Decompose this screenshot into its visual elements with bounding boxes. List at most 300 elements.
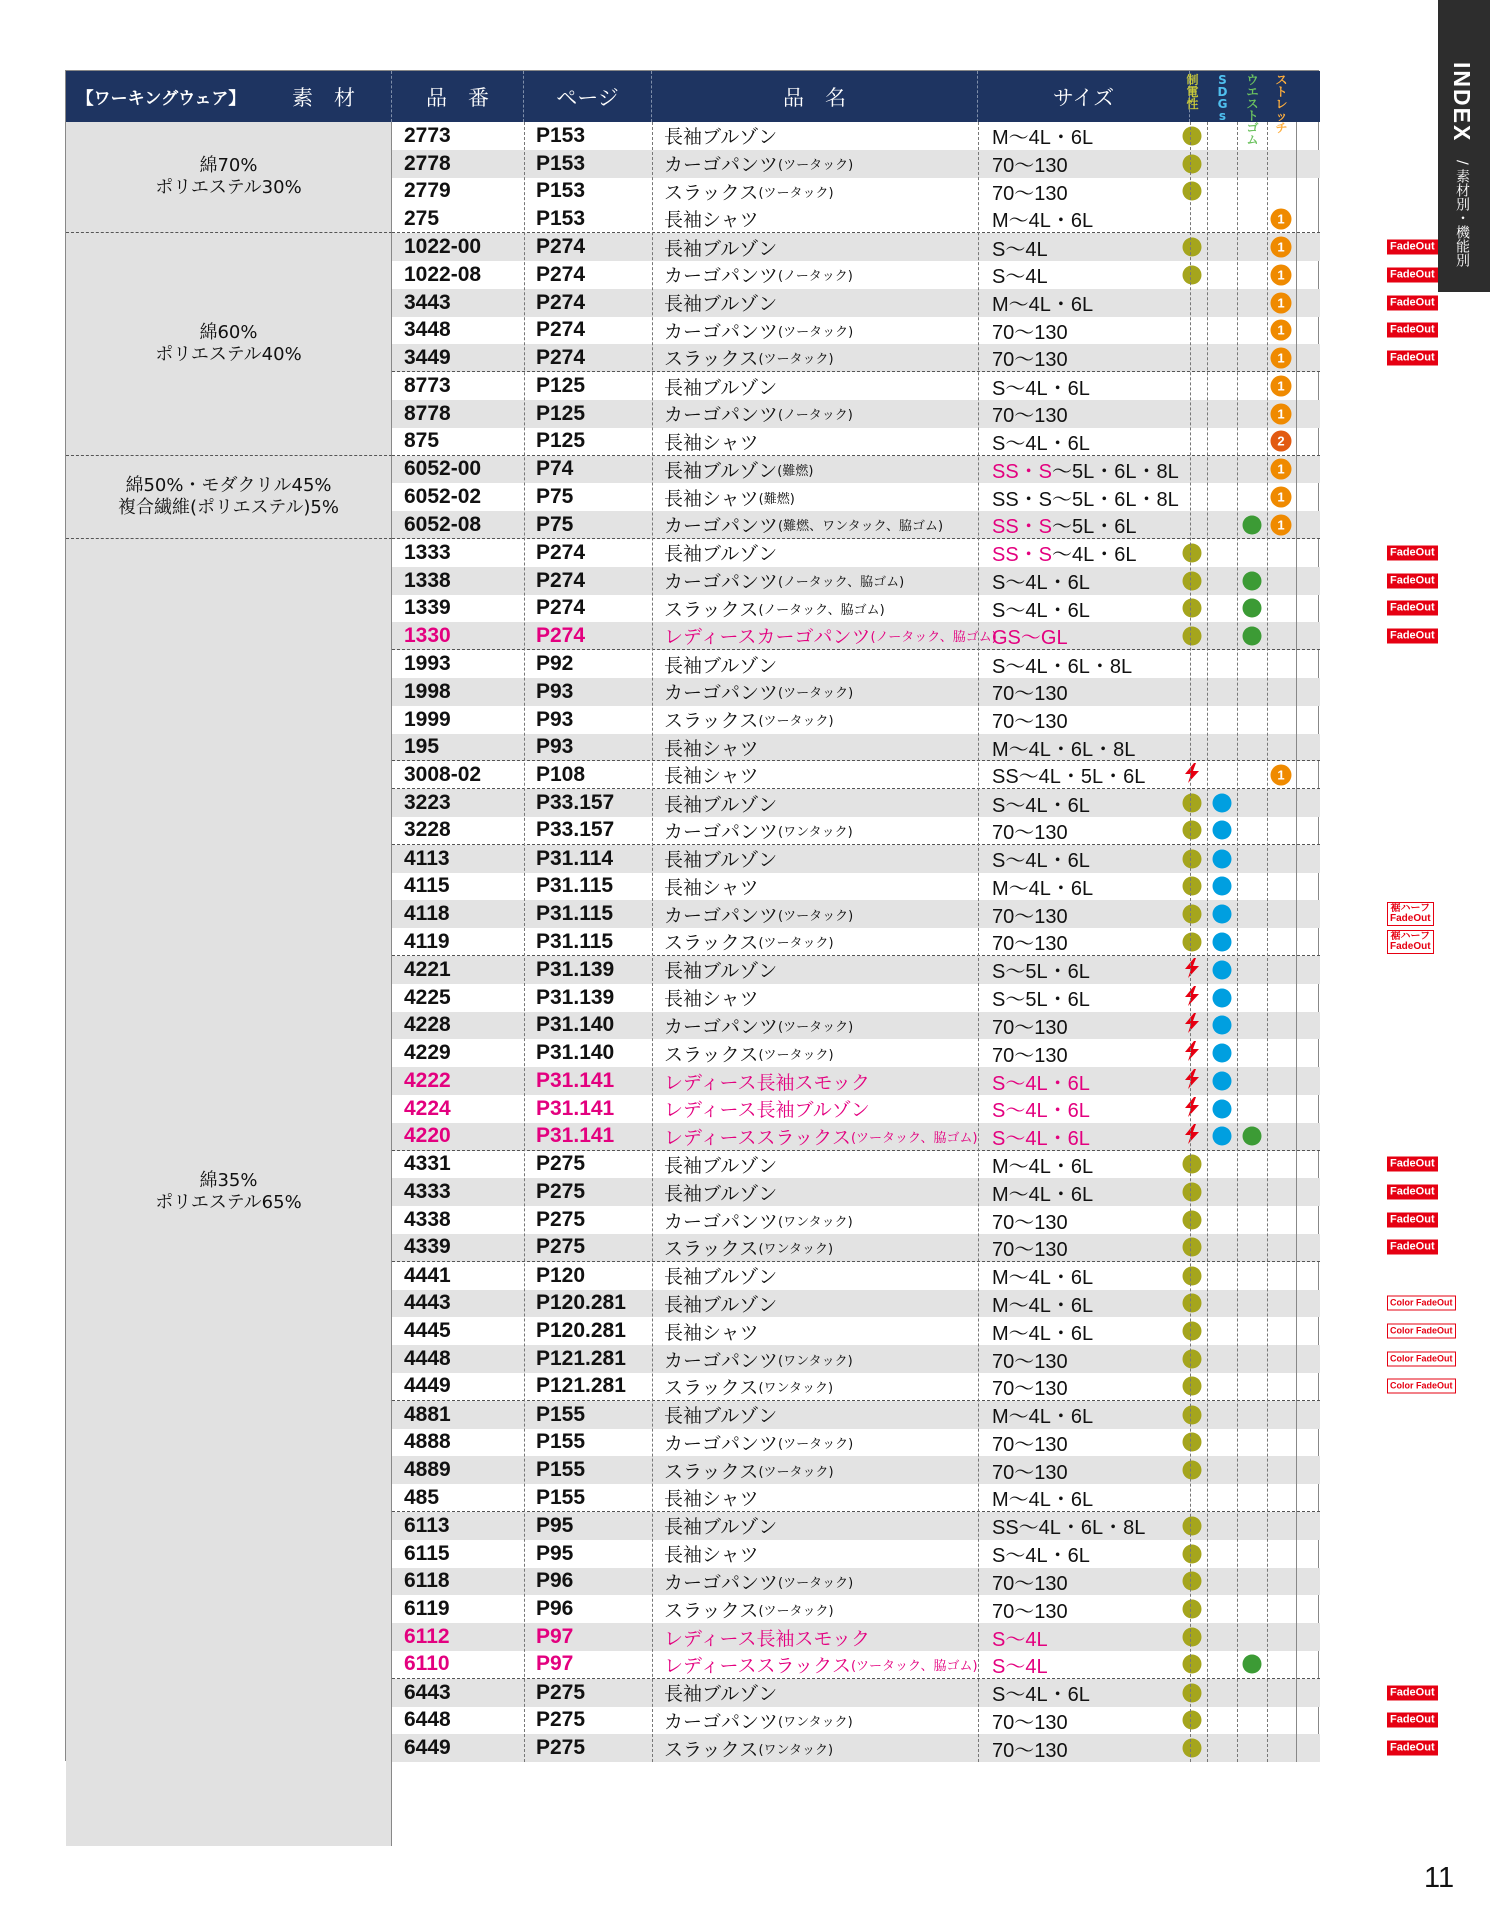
table-row[interactable] (392, 845, 1320, 873)
catalog-page: P120.281 (536, 1319, 626, 1343)
product-name-main: 長袖ブルゾン (664, 654, 778, 677)
table-row[interactable] (392, 1206, 1435, 1234)
sdgs-mark (1213, 1044, 1232, 1063)
product-code: 1993 (404, 652, 451, 676)
product-code: 875 (404, 429, 440, 453)
antistatic-mark (1183, 1711, 1202, 1730)
catalog-page: P153 (536, 179, 586, 203)
product-name-main: 長袖ブルゾン (664, 237, 778, 260)
product-name-main: カーゴパンツ (664, 1710, 779, 1733)
material-index-table (65, 70, 1453, 1762)
waist-rubber-mark (1243, 515, 1262, 534)
product-name (664, 1456, 984, 1484)
table-row[interactable] (392, 456, 1320, 484)
catalog-page: P95 (536, 1541, 574, 1565)
antistatic-mark (1183, 599, 1202, 618)
table-row[interactable] (392, 1623, 1320, 1651)
table-row[interactable] (392, 1290, 1453, 1318)
product-code: 2779 (404, 179, 451, 203)
antistatic-mark (1183, 1433, 1202, 1452)
product-name (664, 483, 984, 511)
product-name-main: 長袖シャツ (664, 765, 759, 788)
catalog-page: P275 (536, 1235, 586, 1259)
product-name-note: (ノータック、脇ゴム) (758, 602, 885, 618)
fadeout-badge: FadeOut (1387, 240, 1438, 255)
antistatic-mark (1183, 1211, 1202, 1230)
table-row[interactable] (392, 567, 1435, 595)
product-name-main: スラックス (664, 598, 759, 621)
product-name-main: 長袖ブルゾン (664, 376, 778, 399)
sdgs-mark (1213, 988, 1232, 1007)
antistatic-mark (1183, 849, 1202, 868)
product-name (664, 1512, 984, 1540)
antistatic-mark (1183, 932, 1202, 951)
product-name-main: 長袖シャツ (664, 1544, 759, 1567)
table-row[interactable] (392, 1373, 1453, 1401)
func-antistatic-label: 制 電 性 (1186, 73, 1199, 111)
size-range: S〜4L (992, 266, 1048, 289)
sdgs-mark (1213, 905, 1232, 924)
size-range: 70〜130 (992, 322, 1068, 344)
product-code: 6119 (404, 1597, 450, 1621)
product-name-main: カーゴパンツ (664, 154, 779, 177)
product-name-note: (ツータック、脇ゴム) (850, 1130, 978, 1146)
stretch-level-icon: 1 (1271, 403, 1292, 424)
table-row[interactable] (392, 1568, 1320, 1596)
stretch-level-icon: 1 (1271, 764, 1292, 785)
size-range: 70〜130 (992, 183, 1068, 205)
table-row[interactable] (392, 1679, 1435, 1707)
table-row[interactable] (392, 1345, 1453, 1373)
table-row[interactable] (392, 539, 1435, 567)
fadeout-badge: FadeOut (1387, 628, 1438, 643)
table-row[interactable] (392, 233, 1435, 261)
table-row[interactable] (392, 1512, 1320, 1540)
product-name (664, 1707, 984, 1735)
catalog-page: P155 (536, 1458, 586, 1482)
size-range: 70〜130 (992, 155, 1068, 178)
product-name-note: (ツータック) (778, 1575, 854, 1591)
table-row[interactable] (392, 1707, 1435, 1735)
product-code: 6118 (404, 1569, 450, 1593)
size-range: S〜4L・6L (992, 377, 1090, 400)
table-row[interactable] (392, 789, 1320, 817)
catalog-page: P274 (536, 318, 586, 342)
catalog-page: P93 (536, 707, 574, 731)
lightning-icon (1181, 1012, 1203, 1038)
antistatic-mark (1183, 1572, 1202, 1591)
table-row[interactable] (392, 1151, 1435, 1179)
material-line: 綿35% (199, 1170, 258, 1192)
column-divider (1207, 122, 1208, 1762)
product-name-note: (ノータック、脇ゴム) (778, 575, 905, 591)
size-range: 70〜130 (992, 1573, 1068, 1595)
table-row[interactable] (392, 1262, 1320, 1290)
size-range: SS・S〜5L・6L・8L (992, 488, 1179, 511)
waist-rubber-mark (1243, 599, 1262, 618)
product-name (664, 1039, 984, 1067)
column-divider (652, 122, 653, 1762)
size-range: M〜4L・6L (992, 127, 1094, 150)
table-row[interactable] (392, 817, 1320, 845)
product-code: 4339 (404, 1235, 451, 1259)
catalog-page: P31.141 (536, 1069, 615, 1093)
table-row[interactable] (392, 622, 1435, 650)
product-code: 6113 (404, 1513, 450, 1537)
product-name (664, 1679, 984, 1707)
product-name-main: 長袖シャツ (664, 1321, 759, 1344)
catalog-page: P75 (536, 512, 574, 536)
product-name-main: カーゴパンツ (664, 1432, 779, 1455)
table-row[interactable] (392, 205, 1320, 233)
antistatic-mark (1183, 154, 1202, 173)
antistatic-mark (1183, 1322, 1202, 1341)
product-name (664, 539, 984, 567)
fadeout-badge: 裾ハーフ FadeOut (1387, 930, 1434, 954)
size-highlight: SS・S (992, 516, 1053, 539)
table-row[interactable] (392, 178, 1320, 206)
stretch-level-icon: 1 (1271, 320, 1292, 341)
fadeout-badge: FadeOut (1387, 1685, 1438, 1700)
antistatic-mark (1183, 1377, 1202, 1396)
table-row[interactable] (392, 122, 1320, 150)
product-name (664, 1484, 984, 1511)
product-name (664, 650, 984, 678)
product-code: 4889 (404, 1458, 451, 1482)
product-code: 275 (404, 206, 440, 230)
product-code: 1338 (404, 568, 451, 592)
product-name-main: カーゴパンツ (664, 515, 779, 538)
product-code: 4118 (404, 902, 450, 926)
product-code: 4449 (404, 1374, 451, 1398)
antistatic-mark (1183, 1183, 1202, 1202)
product-name (664, 1206, 984, 1234)
product-name (664, 567, 984, 595)
stretch-level-icon: 1 (1271, 208, 1292, 229)
product-name (664, 428, 984, 455)
table-row[interactable] (392, 650, 1320, 678)
catalog-page: P274 (536, 345, 586, 369)
product-code: 6112 (404, 1625, 450, 1649)
size-range: 70〜130 (992, 1600, 1068, 1623)
table-row[interactable] (392, 511, 1320, 539)
table-row[interactable] (392, 1484, 1320, 1512)
table-row[interactable] (392, 984, 1320, 1012)
catalog-page: P155 (536, 1485, 586, 1509)
material-cell (66, 122, 392, 233)
table-row[interactable] (392, 1456, 1320, 1484)
size-highlight: SS・S (992, 461, 1053, 483)
size-range: S〜4L (992, 1628, 1048, 1651)
fadeout-badge: FadeOut (1387, 295, 1438, 310)
table-row[interactable] (392, 317, 1435, 345)
product-name-note: (ツータック) (778, 686, 854, 702)
stretch-level-icon: 1 (1271, 514, 1292, 535)
table-edge (1296, 122, 1297, 1762)
product-name (664, 400, 984, 428)
fadeout-badge: Color FadeOut (1387, 1379, 1456, 1394)
product-code: 4220 (404, 1124, 451, 1148)
table-row[interactable] (392, 1039, 1320, 1067)
table-row[interactable] (392, 1401, 1320, 1429)
size-range: GS〜GL (992, 627, 1068, 650)
size-rest: 〜5L・6L・8L (1052, 461, 1179, 483)
product-name-note: (ツータック) (778, 158, 854, 174)
product-name (664, 622, 997, 649)
material-cell (66, 233, 392, 455)
product-name-main: レディーススラックス (664, 1126, 851, 1149)
product-name-main: スラックス (664, 181, 759, 204)
size-range: M〜4L・6L (992, 210, 1094, 233)
catalog-page: P155 (536, 1402, 586, 1426)
sdgs-mark (1213, 877, 1232, 896)
product-code: 6443 (404, 1680, 451, 1704)
product-name (664, 845, 984, 873)
table-row[interactable] (392, 873, 1320, 901)
product-code: 4225 (404, 985, 451, 1009)
index-tab-title: INDEX (1449, 62, 1475, 143)
table-row[interactable] (392, 483, 1320, 511)
product-name-main: 長袖シャツ (664, 209, 759, 232)
column-divider (978, 122, 979, 1762)
size-range: M〜4L・6L (992, 1183, 1094, 1206)
product-code: 6110 (404, 1652, 450, 1676)
antistatic-mark (1183, 571, 1202, 590)
catalog-page: P275 (536, 1208, 586, 1232)
size-range: 70〜130 (992, 1434, 1068, 1456)
antistatic-mark (1183, 1516, 1202, 1535)
product-name (664, 1373, 984, 1400)
antistatic-mark (1183, 1655, 1202, 1674)
product-name (664, 1178, 984, 1206)
catalog-page: P33.157 (536, 818, 615, 842)
product-code: 6052-00 (404, 457, 482, 481)
table-row[interactable] (392, 150, 1320, 178)
table-row[interactable] (392, 372, 1320, 400)
product-name-main: カーゴパンツ (664, 320, 779, 343)
fadeout-badge: FadeOut (1387, 1741, 1438, 1756)
table-row[interactable] (392, 1095, 1320, 1123)
table-row[interactable] (392, 261, 1435, 289)
size-range: 70〜130 (992, 711, 1068, 734)
antistatic-mark (1183, 1628, 1202, 1647)
antistatic-mark (1183, 1739, 1202, 1758)
sdgs-mark (1213, 1099, 1232, 1118)
product-name (664, 1290, 984, 1318)
catalog-page: P275 (536, 1736, 586, 1760)
catalog-page: P275 (536, 1708, 586, 1732)
table-row[interactable] (392, 1067, 1320, 1095)
product-name (664, 289, 984, 317)
catalog-page: P274 (536, 596, 586, 620)
product-name (664, 1623, 984, 1651)
size-range: S〜4L・6L (992, 850, 1090, 873)
product-name-note: (ツータック) (778, 1436, 854, 1452)
catalog-page: P93 (536, 734, 574, 758)
catalog-page: P31.115 (536, 874, 614, 898)
product-name-main: 長袖ブルゾン (664, 126, 778, 149)
table-row[interactable] (392, 900, 1431, 928)
product-name-main: カーゴパンツ (664, 404, 779, 427)
table-row[interactable] (392, 1429, 1320, 1457)
product-name (664, 1595, 984, 1623)
table-row[interactable] (392, 400, 1320, 428)
antistatic-mark (1183, 1350, 1202, 1369)
table-row[interactable] (392, 1540, 1320, 1568)
product-name-main: レディース長袖スモック (664, 1627, 870, 1650)
catalog-page: P275 (536, 1180, 586, 1204)
product-code: 195 (404, 734, 440, 758)
sdgs-mark (1213, 1072, 1232, 1091)
size-rest: 〜5L・6L (1052, 516, 1137, 539)
stretch-level-icon: 1 (1271, 347, 1292, 368)
product-name (664, 734, 984, 761)
size-range: S〜4L・6L (992, 1684, 1090, 1707)
catalog-page: P95 (536, 1513, 574, 1537)
product-name-main: 長袖シャツ (664, 988, 759, 1011)
catalog-page: P108 (536, 762, 586, 786)
product-name-main: スラックス (664, 1599, 759, 1622)
antistatic-mark (1183, 126, 1202, 145)
product-name (664, 1067, 984, 1095)
table-row[interactable] (392, 1178, 1435, 1206)
catalog-page: P33.157 (536, 791, 615, 815)
table-row[interactable] (392, 1317, 1453, 1345)
product-name (664, 317, 984, 345)
catalog-page: P120.281 (536, 1291, 626, 1315)
product-name-note: (ワンタック) (778, 1714, 853, 1730)
table-row[interactable] (392, 761, 1320, 789)
size-range: S〜4L・6L (992, 1072, 1090, 1095)
product-name (664, 1234, 984, 1261)
material-line: 複合繊維(ポリエステル)5% (118, 496, 339, 518)
catalog-page: P153 (536, 206, 586, 230)
product-name (664, 122, 984, 150)
table-row[interactable] (392, 678, 1320, 706)
table-row[interactable] (392, 928, 1431, 956)
product-name (664, 678, 984, 706)
product-code: 4338 (404, 1208, 451, 1232)
product-name-main: 長袖ブルゾン (664, 849, 778, 872)
table-row[interactable] (392, 1651, 1320, 1679)
product-name-note: (ワンタック) (758, 1380, 834, 1396)
product-code: 4222 (404, 1069, 451, 1093)
product-name-main: 長袖ブルゾン (664, 1405, 778, 1428)
table-row[interactable] (392, 1012, 1320, 1040)
product-code: 4888 (404, 1430, 451, 1454)
size-range: S〜4L・6L (992, 1545, 1090, 1568)
sdgs-mark (1213, 821, 1232, 840)
product-code: 4228 (404, 1013, 451, 1037)
product-name-note: (ノータック) (778, 408, 853, 424)
fadeout-badge: FadeOut (1387, 1713, 1438, 1728)
table-row[interactable] (392, 344, 1435, 372)
product-code: 4881 (404, 1402, 451, 1426)
product-code: 4333 (404, 1180, 451, 1204)
catalog-page: P75 (536, 485, 574, 509)
waist-rubber-mark (1243, 1127, 1262, 1146)
stretch-level-icon: 1 (1271, 376, 1292, 397)
size-range: M〜4L・6L (992, 1267, 1094, 1290)
stretch-level-icon: 1 (1271, 292, 1292, 313)
product-name (664, 706, 984, 734)
table-row[interactable] (392, 956, 1320, 984)
table-row[interactable] (392, 1123, 1320, 1151)
product-name (664, 595, 984, 623)
catalog-page: P153 (536, 151, 586, 175)
table-row[interactable] (392, 1734, 1435, 1762)
lightning-icon (1181, 985, 1203, 1011)
size-range: S〜4L (992, 1655, 1048, 1678)
table-row[interactable] (392, 595, 1435, 623)
index-side-tab[interactable] (1438, 0, 1490, 292)
product-name-main: カーゴパンツ (664, 1571, 779, 1594)
stretch-level-icon: 2 (1271, 431, 1292, 452)
fadeout-badge: FadeOut (1387, 323, 1438, 338)
lightning-icon (1181, 1096, 1203, 1122)
table-row[interactable] (392, 428, 1320, 456)
product-code: 4229 (404, 1041, 451, 1065)
catalog-page: P31.115 (536, 929, 614, 953)
table-row[interactable] (392, 1595, 1320, 1623)
product-name-main: レディース長袖ブルゾン (664, 1099, 870, 1122)
size-range: M〜4L・6L (992, 878, 1094, 900)
product-name (664, 1123, 984, 1150)
antistatic-mark (1183, 1544, 1202, 1563)
product-name-main: 長袖ブルゾン (664, 543, 778, 566)
product-name-main: スラックス (664, 1376, 759, 1399)
size-range: 70〜130 (992, 683, 1068, 706)
antistatic-mark (1183, 1405, 1202, 1424)
sdgs-mark (1213, 849, 1232, 868)
page-number: 11 (1424, 1862, 1455, 1894)
product-name-main: スラックス (664, 1237, 759, 1260)
product-code: 485 (404, 1485, 440, 1509)
table-row[interactable] (392, 289, 1435, 317)
sdgs-mark (1213, 1127, 1232, 1146)
size-range: M〜4L・6L (992, 1406, 1094, 1429)
table-row[interactable] (392, 734, 1320, 762)
material-line: 綿60% (199, 321, 258, 343)
catalog-page: P274 (536, 290, 586, 314)
antistatic-mark (1183, 877, 1202, 896)
table-row[interactable] (392, 1234, 1435, 1262)
antistatic-mark (1183, 1266, 1202, 1285)
catalog-page: P121.281 (536, 1374, 626, 1398)
header-material: 素 材 (256, 71, 392, 122)
header-name: 品 名 (652, 71, 978, 122)
catalog-page: P96 (536, 1569, 574, 1593)
size-range: 70〜130 (992, 1017, 1068, 1039)
product-name-main: 長袖シャツ (664, 737, 759, 760)
product-code: 6449 (404, 1736, 451, 1760)
product-name-note: (ワンタック) (778, 824, 853, 840)
product-name-main: 長袖ブルゾン (664, 1293, 778, 1316)
product-code: 4445 (404, 1319, 451, 1343)
header-size: サイズ (978, 71, 1190, 122)
antistatic-mark (1183, 626, 1202, 645)
table-row[interactable] (392, 706, 1320, 734)
size-range: S〜4L・6L (992, 1127, 1090, 1150)
product-name-note: (難燃) (758, 491, 795, 507)
product-name (664, 178, 984, 206)
antistatic-mark (1183, 265, 1202, 284)
product-code: 1022-00 (404, 235, 482, 259)
antistatic-mark (1183, 238, 1202, 257)
catalog-page: P274 (536, 568, 586, 592)
lightning-icon (1181, 957, 1203, 983)
product-code: 1333 (404, 540, 451, 564)
